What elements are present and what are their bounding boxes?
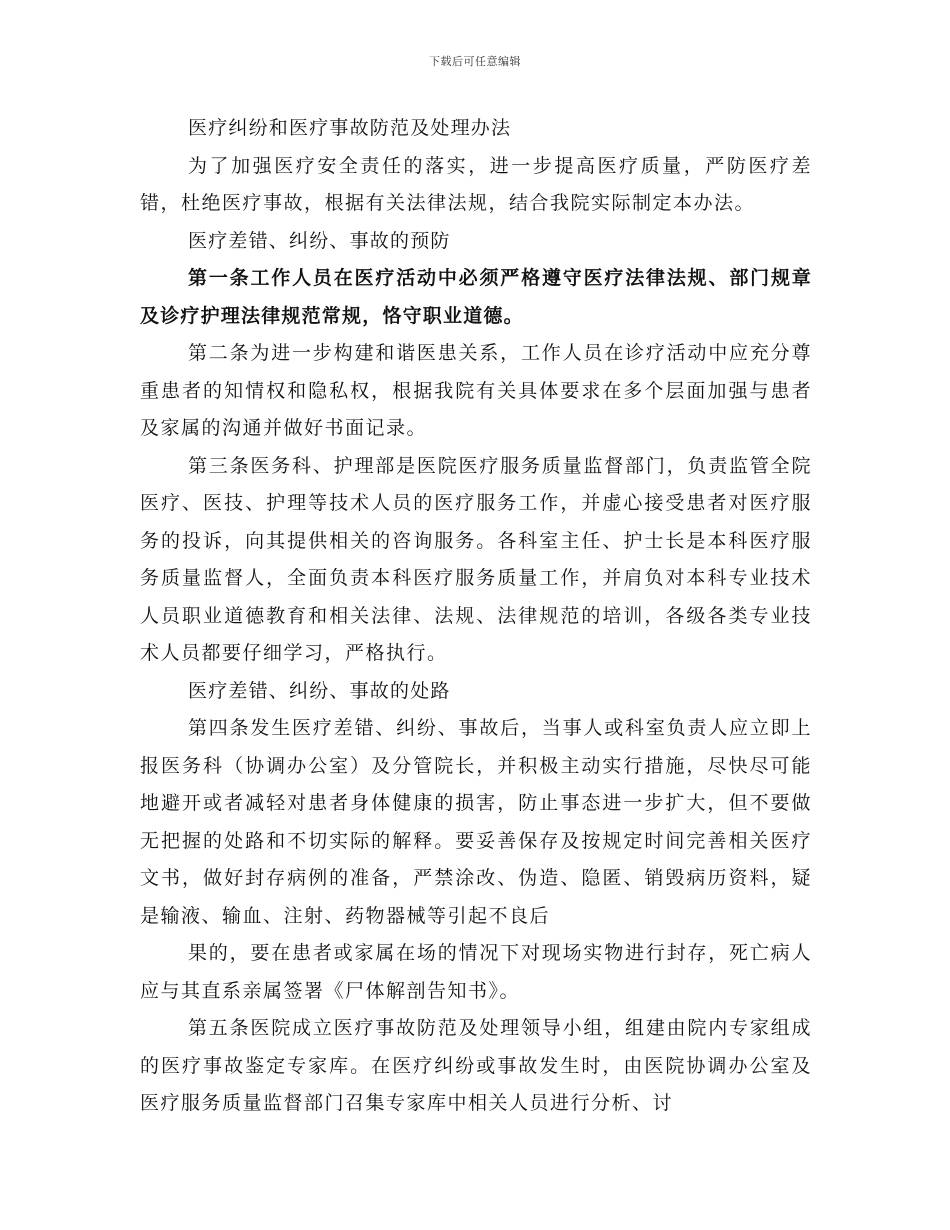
section-heading-handling: 医疗差错、纠纷、事故的处路	[188, 679, 451, 702]
article-3: 第三条医务科、护理部是医院医疗服务质量监督部门，负责监管全院医疗、医技、护理等技术人员的医疗服务工作，并虚心接受患者对医疗服务的投诉，向其提供相关的咨询服务。各科室主任、护士长是本科医疗服务质量监督人，全面负责本科医疗服务质量工作，并肩负对本科专业技术人员职业道德教育和相关法律、法规、法律规范的培训，各级各类专业技术人员都要仔细学习，严格执行。	[140, 454, 812, 664]
article-5: 第五条医院成立医疗事故防范及处理领导小组，组建由院内专家组成的医疗事故鉴定专家库。在医疗纠纷或事故发生时，由医院协调办公室及医疗服务质量监督部门召集专家库中相关人员进行分析、讨	[140, 1017, 812, 1114]
article-2: 第二条为进一步构建和谐医患关系，工作人员在诊疗活动中应充分尊重患者的知情权和隐私权，根据我院有关具体要求在多个层面加强与患者及家属的沟通并做好书面记录。	[140, 342, 812, 439]
article-4: 第四条发生医疗差错、纠纷、事故后，当事人或科室负责人应立即上报医务科（协调办公室）及分管院长，并积极主动实行措施，尽快尽可能地避开或者减轻对患者身体健康的损害，防止事态进一步扩大，但不要做无把握的处路和不切实际的解释。要妥善保存及按规定时间完善相关医疗文书，做好封存病例的准备，严禁涂改、伪造、隐匿、销毁病历资料，疑是输液、输血、注射、药物器械等引起不良后	[140, 717, 812, 927]
document-title: 医疗纠纷和医疗事故防范及处理办法	[188, 117, 512, 139]
section-heading-prevention: 医疗差错、纠纷、事故的预防	[188, 229, 451, 252]
article-4-continued: 果的，要在患者或家属在场的情况下对现场实物进行封存，死亡病人应与其直系亲属签署《尸体解剖告知书》。	[140, 942, 812, 1002]
article-1: 第一条工作人员在医疗活动中必须严格遵守医疗法律法规、部门规章及诊疗护理法律规范常规，恪守职业道德。	[140, 267, 812, 327]
page-header: 下载后可任意编辑	[429, 55, 521, 68]
intro-paragraph: 为了加强医疗安全责任的落实，进一步提高医疗质量，严防医疗差错，杜绝医疗事故，根据有关法律法规，结合我院实际制定本办法。	[140, 154, 812, 214]
document-body	[140, 110, 812, 1123]
